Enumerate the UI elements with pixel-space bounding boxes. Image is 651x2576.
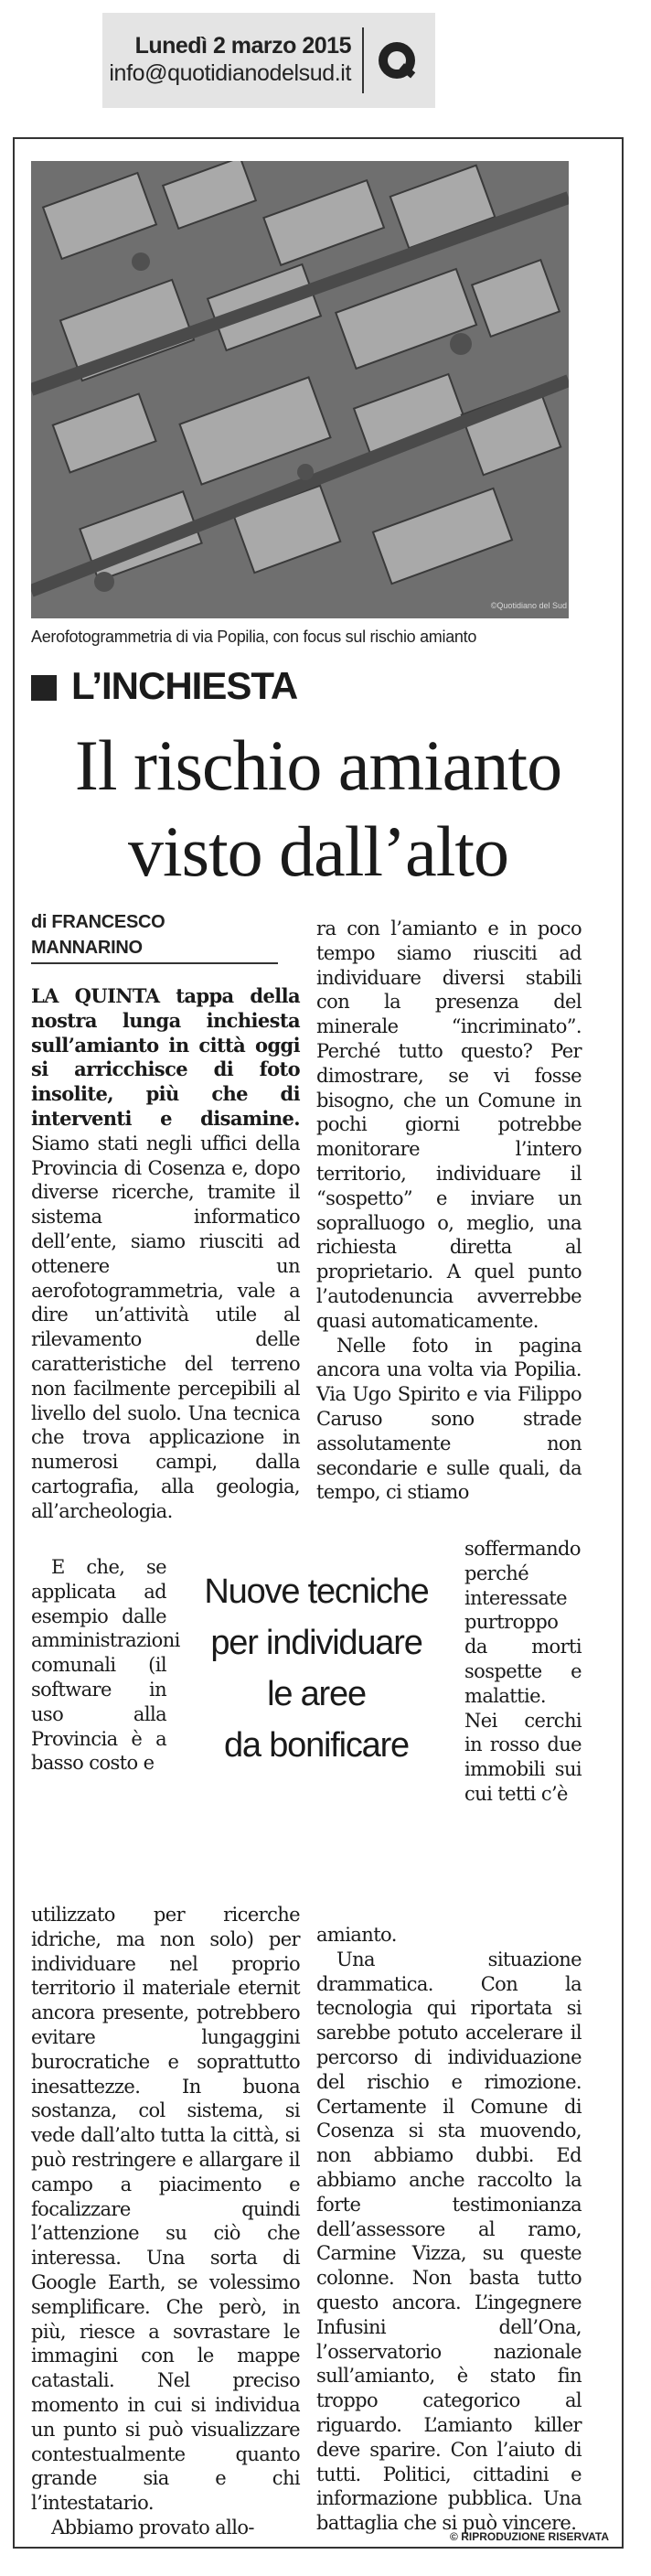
- body-paragraph: ra con l’amianto e in poco tempo siamo riusciti ad individuare diversi stabili con la presenza del minerale “incriminato”. Perché tutto questo? Per dimostrare, se vi fosse bisogno, che un Comune in pochi giorni potrebbe monitorare l’intero territorio, individuare il “sospetto” e inviare un sopralluogo o, meglio, una richiesta diretta al proprietario. A quel punto l’autodenuncia avverrebbe quasi automaticamente.: [316, 918, 582, 1332]
- contact-email[interactable]: info@quotidianodelsud.it: [109, 60, 351, 86]
- header-divider: [362, 27, 364, 93]
- photo-credit: ©Quotidiano del Sud: [490, 601, 567, 610]
- body-paragraph: Una situazione drammatica. Con la tecnologia qui riportata si sarebbe potuto accelerare il percorso di individuazione del rischio e rimozione. Certamente il Comune di Cosenza si sta muovendo, non abbiamo dubbi. Ed abbiamo anche raccolto la forte testimonianza dell’assessore al ramo, Carmine Vizza, su queste colonne. Non basta tutto questo ancora. L’ingegnere Infusini dell’Ona, l’osservatorio nazionale sull’amianto, è stato fin troppo categorico al riguardo. L’amianto killer deve sparire. Con l’aiuto di tutti. Politici, cittadini e informazione pubblica. Una battaglia che si può vincere.: [316, 1948, 582, 2535]
- body-column-right-narrow: [464, 1537, 582, 1807]
- kicker: L’INCHIESTA: [71, 664, 298, 707]
- byline: [31, 909, 296, 961]
- issue-date: Lunedì 2 marzo 2015: [134, 33, 351, 59]
- photo-caption: Aerofotogrammetria di via Popilia, con focus sul rischio amianto: [31, 628, 477, 646]
- body-column-left-lower: [31, 1903, 300, 2540]
- headline: [18, 723, 618, 895]
- body-paragraph: soffermando perché interessate purtroppo da morti sospette e malattie. Nei cerchi in rosso due immobili sui cui tetti c’è: [464, 1538, 582, 1805]
- aerial-photo: [31, 161, 569, 618]
- pull-quote-line: da bonificare: [224, 1726, 409, 1765]
- pull-quote: [174, 1566, 459, 1771]
- body-column-left-narrow: [31, 1555, 180, 1776]
- byline-author: MANNARINO: [31, 938, 143, 958]
- byline-rule: [31, 962, 278, 964]
- body-column-left: [31, 984, 300, 1524]
- body-column-right-lower: [316, 1923, 582, 2536]
- body-paragraph: Abbiamo provato allo-: [51, 2516, 254, 2538]
- headline-line: visto dall’alto: [127, 811, 509, 891]
- body-paragraph: amianto.: [316, 1924, 397, 1946]
- body-paragraph: utilizzato per ricerche idriche, ma non solo) per individuare nel proprio territorio il materiale eternit ancora presente, potrebbero evitare lungaggini burocratiche e soprattutto inesattezze. In buona sostanza, col sistema, si vede dall’alto tutta la città, si può restringere e allargare il campo a piacimento e focalizzare quindi l’attenzione su ciò che interessa. Una sorta di Google Earth, se volessimo semplificare. Che però, in più, riesce a sovrastare le immagini con le mappe catastali. Nel preciso momento in cui si individua un punto si può visualizzare contestualmente quanto grande sia e chi l’intestatario.: [31, 1904, 300, 2515]
- body-paragraph: Siamo stati negli uffici della Provincia di Cosenza e, dopo diverse ricerche, tramite il sistema informatico dell’ente, siamo riusciti ad ottenere un aerofotogrammetria, vale a dire un’attività utile al rilevamento delle caratteristiche del terreno non facilmente percepibili al livello del suolo. Una tecnica che trova applicazione in numerosi campi, dalla cartografia, alla geologia, all’archeologia.: [31, 1132, 300, 1522]
- body-column-right: [316, 917, 582, 1505]
- pull-quote-line: per individuare: [210, 1624, 422, 1662]
- lead-paragraph: LA QUINTA tappa della nostra lunga inchiesta sull’amianto in città oggi si arricchisce di foto insolite, più che di interventi e disamine.: [31, 984, 300, 1130]
- pull-quote-line: le aree: [267, 1675, 366, 1713]
- headline-line: Il rischio amianto: [74, 725, 562, 805]
- body-paragraph: E che, se applicata ad esempio dalle amministrazioni comunali (il software in uso alla Provincia è a basso costo e: [31, 1556, 180, 1775]
- copyright-notice: © RIPRODUZIONE RISERVATA: [450, 2530, 609, 2543]
- body-paragraph: Nelle foto in pagina ancora una volta via Popilia. Via Ugo Spirito e via Filippo Caruso sono strade assolutamente non secondarie e sulle quali, da tempo, ci stiamo: [316, 1334, 582, 1504]
- kicker-square-icon: [31, 675, 57, 701]
- byline-line: di FRANCESCO: [31, 912, 165, 932]
- pull-quote-line: Nuove tecniche: [204, 1572, 429, 1611]
- q-logo-icon: [375, 38, 421, 84]
